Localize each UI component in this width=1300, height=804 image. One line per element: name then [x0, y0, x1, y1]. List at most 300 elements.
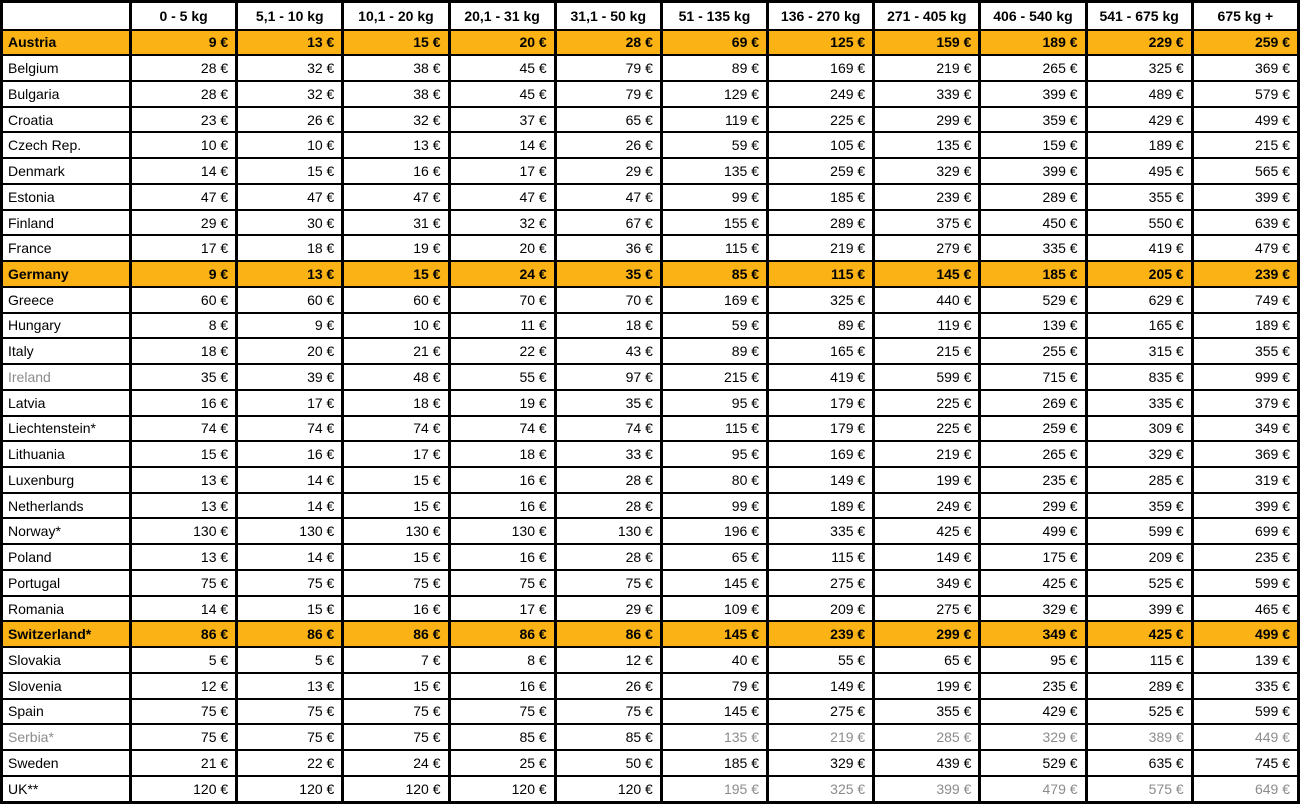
price-cell: 329 € — [874, 158, 980, 184]
country-label: Norway* — [2, 518, 131, 544]
country-label: France — [2, 235, 131, 261]
price-cell: 47 € — [555, 184, 661, 210]
price-cell: 16 € — [449, 544, 555, 570]
price-cell: 26 € — [555, 673, 661, 699]
price-cell: 225 € — [874, 416, 980, 442]
price-cell: 479 € — [980, 776, 1086, 803]
price-cell: 329 € — [980, 596, 1086, 622]
price-cell: 329 € — [1086, 441, 1192, 467]
price-cell: 239 € — [768, 621, 874, 647]
price-cell: 28 € — [555, 544, 661, 570]
country-label: Greece — [2, 287, 131, 313]
price-cell: 13 € — [131, 544, 237, 570]
price-cell: 325 € — [768, 776, 874, 803]
price-cell: 120 € — [343, 776, 449, 803]
price-cell: 599 € — [1192, 570, 1298, 596]
table-row — [2, 647, 1299, 673]
table-row — [2, 235, 1299, 261]
price-cell: 16 € — [343, 158, 449, 184]
price-cell: 26 € — [237, 107, 343, 133]
price-cell: 489 € — [1086, 81, 1192, 107]
price-cell: 835 € — [1086, 364, 1192, 390]
price-cell: 205 € — [1086, 261, 1192, 287]
price-cell: 499 € — [980, 518, 1086, 544]
price-cell: 13 € — [131, 467, 237, 493]
price-cell: 74 € — [237, 416, 343, 442]
price-cell: 120 € — [237, 776, 343, 803]
price-cell: 225 € — [874, 390, 980, 416]
price-cell: 9 € — [237, 313, 343, 339]
price-cell: 259 € — [1192, 30, 1298, 56]
price-cell: 86 € — [237, 621, 343, 647]
table-row — [2, 621, 1299, 647]
price-cell: 15 € — [237, 596, 343, 622]
price-cell: 529 € — [980, 287, 1086, 313]
price-cell: 169 € — [661, 287, 767, 313]
table-row — [2, 673, 1299, 699]
price-cell: 425 € — [874, 518, 980, 544]
country-label: Hungary — [2, 313, 131, 339]
price-cell: 47 € — [343, 184, 449, 210]
price-cell: 19 € — [343, 235, 449, 261]
price-cell: 335 € — [1086, 390, 1192, 416]
price-cell: 635 € — [1086, 750, 1192, 776]
price-cell: 579 € — [1192, 81, 1298, 107]
price-cell: 359 € — [1086, 493, 1192, 519]
price-cell: 349 € — [874, 570, 980, 596]
price-cell: 89 € — [768, 313, 874, 339]
price-cell: 259 € — [768, 158, 874, 184]
price-cell: 629 € — [1086, 287, 1192, 313]
price-cell: 499 € — [1192, 621, 1298, 647]
price-cell: 649 € — [1192, 776, 1298, 803]
price-cell: 86 € — [449, 621, 555, 647]
weight-bracket-header: 406 - 540 kg — [980, 2, 1086, 30]
price-cell: 399 € — [874, 776, 980, 803]
country-label: Slovakia — [2, 647, 131, 673]
table-row — [2, 55, 1299, 81]
price-cell: 10 € — [237, 132, 343, 158]
price-cell: 70 € — [449, 287, 555, 313]
price-cell: 745 € — [1192, 750, 1298, 776]
price-cell: 129 € — [661, 81, 767, 107]
price-cell: 215 € — [874, 338, 980, 364]
price-cell: 139 € — [1192, 647, 1298, 673]
price-cell: 79 € — [555, 55, 661, 81]
price-cell: 47 € — [131, 184, 237, 210]
table-row — [2, 107, 1299, 133]
price-cell: 229 € — [1086, 30, 1192, 56]
price-cell: 36 € — [555, 235, 661, 261]
price-cell: 335 € — [768, 518, 874, 544]
price-cell: 39 € — [237, 364, 343, 390]
price-cell: 440 € — [874, 287, 980, 313]
price-cell: 35 € — [555, 261, 661, 287]
price-cell: 355 € — [1192, 338, 1298, 364]
country-label: Austria — [2, 30, 131, 56]
price-cell: 16 € — [449, 467, 555, 493]
price-cell: 185 € — [661, 750, 767, 776]
price-cell: 145 € — [661, 570, 767, 596]
price-cell: 215 € — [661, 364, 767, 390]
table-row — [2, 544, 1299, 570]
price-cell: 75 € — [449, 570, 555, 596]
country-label: Ireland — [2, 364, 131, 390]
price-cell: 145 € — [874, 261, 980, 287]
price-cell: 75 € — [555, 699, 661, 725]
price-cell: 335 € — [980, 235, 1086, 261]
country-label: Lithuania — [2, 441, 131, 467]
price-cell: 35 € — [131, 364, 237, 390]
table-row — [2, 132, 1299, 158]
price-cell: 499 € — [1192, 107, 1298, 133]
price-cell: 265 € — [980, 55, 1086, 81]
price-cell: 235 € — [1192, 544, 1298, 570]
country-label: Serbia* — [2, 724, 131, 750]
price-cell: 86 € — [343, 621, 449, 647]
price-cell: 265 € — [980, 441, 1086, 467]
country-label: Czech Rep. — [2, 132, 131, 158]
price-cell: 89 € — [661, 338, 767, 364]
price-cell: 429 € — [980, 699, 1086, 725]
price-cell: 24 € — [343, 750, 449, 776]
table-row — [2, 158, 1299, 184]
weight-bracket-header: 51 - 135 kg — [661, 2, 767, 30]
price-cell: 130 € — [131, 518, 237, 544]
price-cell: 419 € — [1086, 235, 1192, 261]
price-cell: 15 € — [237, 158, 343, 184]
table-row — [2, 699, 1299, 725]
table-row — [2, 390, 1299, 416]
price-cell: 550 € — [1086, 210, 1192, 236]
price-cell: 219 € — [874, 55, 980, 81]
price-cell: 115 € — [661, 235, 767, 261]
price-cell: 179 € — [768, 416, 874, 442]
price-cell: 65 € — [661, 544, 767, 570]
price-cell: 249 € — [874, 493, 980, 519]
price-cell: 135 € — [661, 158, 767, 184]
price-cell: 120 € — [449, 776, 555, 803]
price-cell: 325 € — [1086, 55, 1192, 81]
country-label: Estonia — [2, 184, 131, 210]
price-cell: 425 € — [1086, 621, 1192, 647]
price-cell: 325 € — [768, 287, 874, 313]
price-cell: 379 € — [1192, 390, 1298, 416]
price-cell: 18 € — [131, 338, 237, 364]
price-cell: 28 € — [555, 467, 661, 493]
price-cell: 299 € — [874, 107, 980, 133]
table-body — [2, 30, 1299, 803]
price-cell: 75 € — [449, 699, 555, 725]
table-row — [2, 210, 1299, 236]
price-cell: 145 € — [661, 699, 767, 725]
price-cell: 219 € — [768, 724, 874, 750]
price-cell: 37 € — [449, 107, 555, 133]
price-cell: 74 € — [131, 416, 237, 442]
price-cell: 269 € — [980, 390, 1086, 416]
price-cell: 450 € — [980, 210, 1086, 236]
price-cell: 15 € — [343, 30, 449, 56]
price-cell: 14 € — [237, 493, 343, 519]
price-cell: 75 € — [237, 699, 343, 725]
price-cell: 16 € — [131, 390, 237, 416]
price-cell: 32 € — [343, 107, 449, 133]
header-row — [2, 2, 1299, 30]
price-cell: 28 € — [131, 55, 237, 81]
price-cell: 185 € — [980, 261, 1086, 287]
price-cell: 369 € — [1192, 441, 1298, 467]
table-row — [2, 416, 1299, 442]
table-row — [2, 313, 1299, 339]
price-cell: 28 € — [555, 30, 661, 56]
price-cell: 529 € — [980, 750, 1086, 776]
price-cell: 20 € — [449, 235, 555, 261]
weight-bracket-header: 675 kg + — [1192, 2, 1298, 30]
price-cell: 999 € — [1192, 364, 1298, 390]
corner-cell — [2, 2, 131, 30]
price-cell: 199 € — [874, 673, 980, 699]
price-cell: 16 € — [449, 673, 555, 699]
country-label: Germany — [2, 261, 131, 287]
weight-bracket-header: 136 - 270 kg — [768, 2, 874, 30]
price-cell: 29 € — [131, 210, 237, 236]
price-cell: 38 € — [343, 81, 449, 107]
price-cell: 74 € — [555, 416, 661, 442]
price-cell: 23 € — [131, 107, 237, 133]
price-cell: 369 € — [1192, 55, 1298, 81]
price-cell: 189 € — [1086, 132, 1192, 158]
price-cell: 255 € — [980, 338, 1086, 364]
country-label: Netherlands — [2, 493, 131, 519]
price-cell: 219 € — [768, 235, 874, 261]
price-cell: 35 € — [555, 390, 661, 416]
price-cell: 75 € — [343, 570, 449, 596]
price-cell: 329 € — [980, 724, 1086, 750]
price-cell: 399 € — [1192, 493, 1298, 519]
table-row — [2, 493, 1299, 519]
country-label: Romania — [2, 596, 131, 622]
price-cell: 5 € — [131, 647, 237, 673]
price-cell: 75 € — [131, 699, 237, 725]
price-cell: 75 € — [343, 699, 449, 725]
price-cell: 399 € — [980, 81, 1086, 107]
table-row — [2, 776, 1299, 803]
price-cell: 95 € — [661, 441, 767, 467]
price-cell: 95 € — [661, 390, 767, 416]
price-cell: 17 € — [449, 596, 555, 622]
price-cell: 18 € — [237, 235, 343, 261]
price-cell: 279 € — [874, 235, 980, 261]
price-cell: 13 € — [131, 493, 237, 519]
price-cell: 22 € — [237, 750, 343, 776]
price-cell: 60 € — [131, 287, 237, 313]
price-cell: 74 € — [343, 416, 449, 442]
price-cell: 30 € — [237, 210, 343, 236]
country-label: Bulgaria — [2, 81, 131, 107]
country-label: Spain — [2, 699, 131, 725]
weight-bracket-header: 31,1 - 50 kg — [555, 2, 661, 30]
country-label: Switzerland* — [2, 621, 131, 647]
price-cell: 196 € — [661, 518, 767, 544]
price-cell: 26 € — [555, 132, 661, 158]
table-row — [2, 596, 1299, 622]
price-cell: 169 € — [768, 55, 874, 81]
price-cell: 65 € — [555, 107, 661, 133]
price-cell: 86 € — [131, 621, 237, 647]
table-row — [2, 81, 1299, 107]
price-cell: 130 € — [237, 518, 343, 544]
price-cell: 38 € — [343, 55, 449, 81]
price-cell: 375 € — [874, 210, 980, 236]
country-label: Latvia — [2, 390, 131, 416]
price-cell: 525 € — [1086, 699, 1192, 725]
weight-bracket-header: 5,1 - 10 kg — [237, 2, 343, 30]
price-cell: 130 € — [555, 518, 661, 544]
price-cell: 399 € — [980, 158, 1086, 184]
price-cell: 115 € — [768, 544, 874, 570]
price-cell: 75 € — [237, 570, 343, 596]
price-cell: 12 € — [555, 647, 661, 673]
country-label: Denmark — [2, 158, 131, 184]
price-cell: 17 € — [131, 235, 237, 261]
price-cell: 209 € — [768, 596, 874, 622]
price-cell: 60 € — [343, 287, 449, 313]
price-cell: 429 € — [1086, 107, 1192, 133]
price-cell: 209 € — [1086, 544, 1192, 570]
price-cell: 275 € — [768, 570, 874, 596]
price-cell: 359 € — [980, 107, 1086, 133]
price-cell: 425 € — [980, 570, 1086, 596]
price-cell: 14 € — [237, 544, 343, 570]
price-cell: 165 € — [768, 338, 874, 364]
price-cell: 349 € — [1192, 416, 1298, 442]
table-row — [2, 441, 1299, 467]
price-cell: 339 € — [874, 81, 980, 107]
table-row — [2, 338, 1299, 364]
price-cell: 74 € — [449, 416, 555, 442]
price-cell: 31 € — [343, 210, 449, 236]
price-cell: 8 € — [131, 313, 237, 339]
price-cell: 155 € — [661, 210, 767, 236]
price-cell: 85 € — [661, 261, 767, 287]
price-cell: 32 € — [237, 81, 343, 107]
price-cell: 199 € — [874, 467, 980, 493]
price-cell: 25 € — [449, 750, 555, 776]
price-cell: 189 € — [980, 30, 1086, 56]
price-cell: 14 € — [237, 467, 343, 493]
price-cell: 115 € — [661, 416, 767, 442]
price-cell: 85 € — [555, 724, 661, 750]
price-cell: 17 € — [449, 158, 555, 184]
table-header — [2, 2, 1299, 30]
country-label: Liechtenstein* — [2, 416, 131, 442]
price-cell: 99 € — [661, 493, 767, 519]
price-cell: 179 € — [768, 390, 874, 416]
price-cell: 10 € — [343, 313, 449, 339]
price-cell: 289 € — [768, 210, 874, 236]
table-row — [2, 364, 1299, 390]
price-cell: 45 € — [449, 55, 555, 81]
weight-bracket-header: 10,1 - 20 kg — [343, 2, 449, 30]
price-cell: 86 € — [555, 621, 661, 647]
price-cell: 85 € — [449, 724, 555, 750]
price-cell: 285 € — [1086, 467, 1192, 493]
country-label: Sweden — [2, 750, 131, 776]
price-cell: 95 € — [980, 647, 1086, 673]
price-cell: 299 € — [874, 621, 980, 647]
price-cell: 355 € — [1086, 184, 1192, 210]
price-cell: 189 € — [1192, 313, 1298, 339]
price-cell: 20 € — [237, 338, 343, 364]
price-cell: 15 € — [131, 441, 237, 467]
price-cell: 249 € — [768, 81, 874, 107]
price-cell: 21 € — [131, 750, 237, 776]
weight-bracket-header: 20,1 - 31 kg — [449, 2, 555, 30]
table-row — [2, 518, 1299, 544]
price-cell: 219 € — [874, 441, 980, 467]
price-cell: 135 € — [874, 132, 980, 158]
price-cell: 60 € — [237, 287, 343, 313]
price-cell: 239 € — [874, 184, 980, 210]
price-cell: 715 € — [980, 364, 1086, 390]
price-cell: 449 € — [1192, 724, 1298, 750]
price-cell: 105 € — [768, 132, 874, 158]
price-cell: 67 € — [555, 210, 661, 236]
price-cell: 32 € — [237, 55, 343, 81]
price-cell: 16 € — [449, 493, 555, 519]
price-cell: 11 € — [449, 313, 555, 339]
price-cell: 15 € — [343, 493, 449, 519]
price-cell: 13 € — [237, 261, 343, 287]
price-cell: 55 € — [449, 364, 555, 390]
country-label: Italy — [2, 338, 131, 364]
price-cell: 15 € — [343, 261, 449, 287]
country-label: Slovenia — [2, 673, 131, 699]
price-cell: 195 € — [661, 776, 767, 803]
price-cell: 149 € — [768, 467, 874, 493]
price-cell: 275 € — [874, 596, 980, 622]
price-cell: 349 € — [980, 621, 1086, 647]
weight-bracket-header: 271 - 405 kg — [874, 2, 980, 30]
price-cell: 17 € — [237, 390, 343, 416]
price-cell: 115 € — [1086, 647, 1192, 673]
price-cell: 465 € — [1192, 596, 1298, 622]
table-row — [2, 261, 1299, 287]
price-cell: 75 € — [237, 724, 343, 750]
price-cell: 47 € — [449, 184, 555, 210]
price-cell: 9 € — [131, 30, 237, 56]
price-cell: 79 € — [555, 81, 661, 107]
price-cell: 299 € — [980, 493, 1086, 519]
price-cell: 159 € — [980, 132, 1086, 158]
price-cell: 29 € — [555, 158, 661, 184]
weight-bracket-header: 541 - 675 kg — [1086, 2, 1192, 30]
price-cell: 21 € — [343, 338, 449, 364]
price-cell: 10 € — [131, 132, 237, 158]
price-cell: 28 € — [131, 81, 237, 107]
price-cell: 289 € — [1086, 673, 1192, 699]
price-cell: 19 € — [449, 390, 555, 416]
price-cell: 15 € — [343, 673, 449, 699]
table-row — [2, 467, 1299, 493]
price-cell: 315 € — [1086, 338, 1192, 364]
price-cell: 65 € — [874, 647, 980, 673]
price-cell: 80 € — [661, 467, 767, 493]
price-cell: 22 € — [449, 338, 555, 364]
price-cell: 48 € — [343, 364, 449, 390]
price-cell: 159 € — [874, 30, 980, 56]
price-cell: 130 € — [449, 518, 555, 544]
